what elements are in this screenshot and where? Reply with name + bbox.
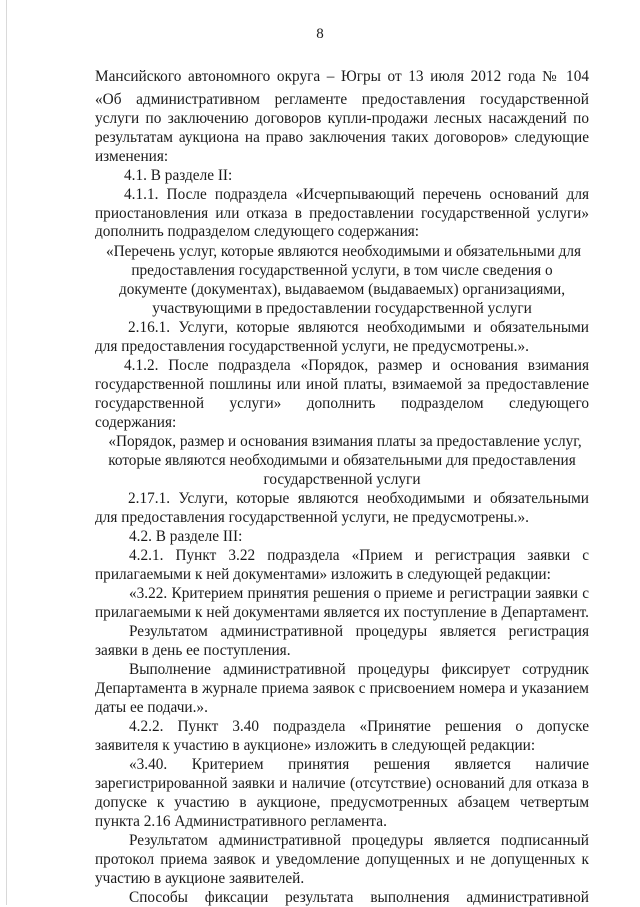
text-line: Департамента в журнале приема заявок с присвоением номера и указанием: [95, 680, 589, 697]
text-line: содержания:: [95, 414, 177, 431]
text-line: Выполнение административной процедуры фиксирует сотрудник: [129, 661, 589, 678]
text-line: Результатом административной процедуры является подписанный: [129, 832, 589, 849]
text-line: «3.22. Критерием принятия решения о приеме и регистрации заявки с: [129, 585, 589, 602]
text-line: допуске к участию в аукционе, предусмотренных абзацем четвертым: [95, 794, 589, 811]
text-line: заявителя к участию в аукционе» изложить в следующей редакции:: [95, 737, 536, 754]
text-line: даты ее подачи.».: [95, 699, 208, 716]
text-line: государственной услуги» дополнить подразделом следующего: [95, 395, 589, 412]
text-line: 4.2.1. Пункт 3.22 подраздела «Прием и регистрация заявки с: [129, 547, 589, 564]
text-line: государственной пошлины или иной платы, взимаемой за предоставление: [95, 376, 589, 393]
text-line: 4.1.1. После подраздела «Исчерпывающий перечень оснований для: [124, 186, 589, 203]
text-line: зарегистрированной заявки и наличие (отсутствие) оснований для отказа в: [95, 775, 589, 792]
text-line: Результатом административной процедуры является регистрация: [129, 623, 589, 640]
text-line: 4.1. В разделе II:: [124, 167, 233, 184]
text-line: 2.17.1. Услуги, которые являются необходимыми и обязательными: [128, 490, 589, 507]
text-line: 4.2.2. Пункт 3.40 подраздела «Принятие решения о допуске: [129, 718, 589, 735]
text-line: Способы фиксации результата выполнения административной: [129, 889, 589, 906]
text-line: «Об административном регламенте предоставления государственной: [95, 91, 589, 108]
text-line: участию в аукционе заявителей.: [95, 870, 305, 887]
text-line: которые являются необходимыми и обязательными для предоставления: [108, 452, 576, 469]
text-line: «3.40. Критерием принятия решения является наличие: [129, 756, 589, 773]
text-line: 4.2. В разделе III:: [129, 528, 243, 545]
text-line: дополнить подразделом следующего содержания:: [95, 223, 420, 240]
text-line: результатам аукциона на право заключения таких договоров» следующие: [95, 129, 589, 146]
text-line: участвующими в предоставлении государственной услуги: [152, 300, 532, 317]
text-line: предоставления государственной услуги, в том числе сведения о: [131, 262, 553, 279]
text-line: прилагаемыми к ней документами является их поступление в Департамент.: [95, 604, 589, 621]
text-line: документе (документах), выдаваемом (выдаваемых) организациями,: [118, 281, 566, 298]
text-line: «Перечень услуг, которые являются необходимыми и обязательными для: [105, 243, 582, 260]
text-line: государственной услуги: [263, 471, 421, 488]
text-line: услуги по заключению договоров купли-продажи лесных насаждений по: [95, 110, 589, 127]
text-line: заявки в день ее поступления.: [95, 642, 291, 659]
text-line: для предоставления государственной услуги, не предусмотрены.».: [95, 338, 529, 355]
text-line: изменения:: [95, 148, 169, 165]
text-line: прилагаемыми к ней документами» изложить в следующей редакции:: [95, 566, 551, 583]
text-line: протокол приема заявок и уведомление допущенных и не допущенных к: [95, 851, 589, 868]
text-line: Мансийского автономного округа – Югры от 13 июля 2012 года № 104: [95, 68, 589, 85]
text-line: 4.1.2. После подраздела «Порядок, размер и основания взимания: [124, 357, 589, 374]
text-line: приостановления или отказа в предоставлении государственной услуги»: [95, 205, 589, 222]
scan-edge-shadow: [6, 0, 7, 905]
text-line: «Порядок, размер и основания взимания платы за предоставление услуг,: [108, 433, 582, 450]
text-line: 2.16.1. Услуги, которые являются необходимыми и обязательными: [128, 319, 589, 336]
text-line: пункта 2.16 Административного регламента.: [95, 813, 387, 830]
page-number: 8: [316, 26, 324, 42]
text-line: для предоставления государственной услуги, не предусмотрены.».: [95, 509, 529, 526]
